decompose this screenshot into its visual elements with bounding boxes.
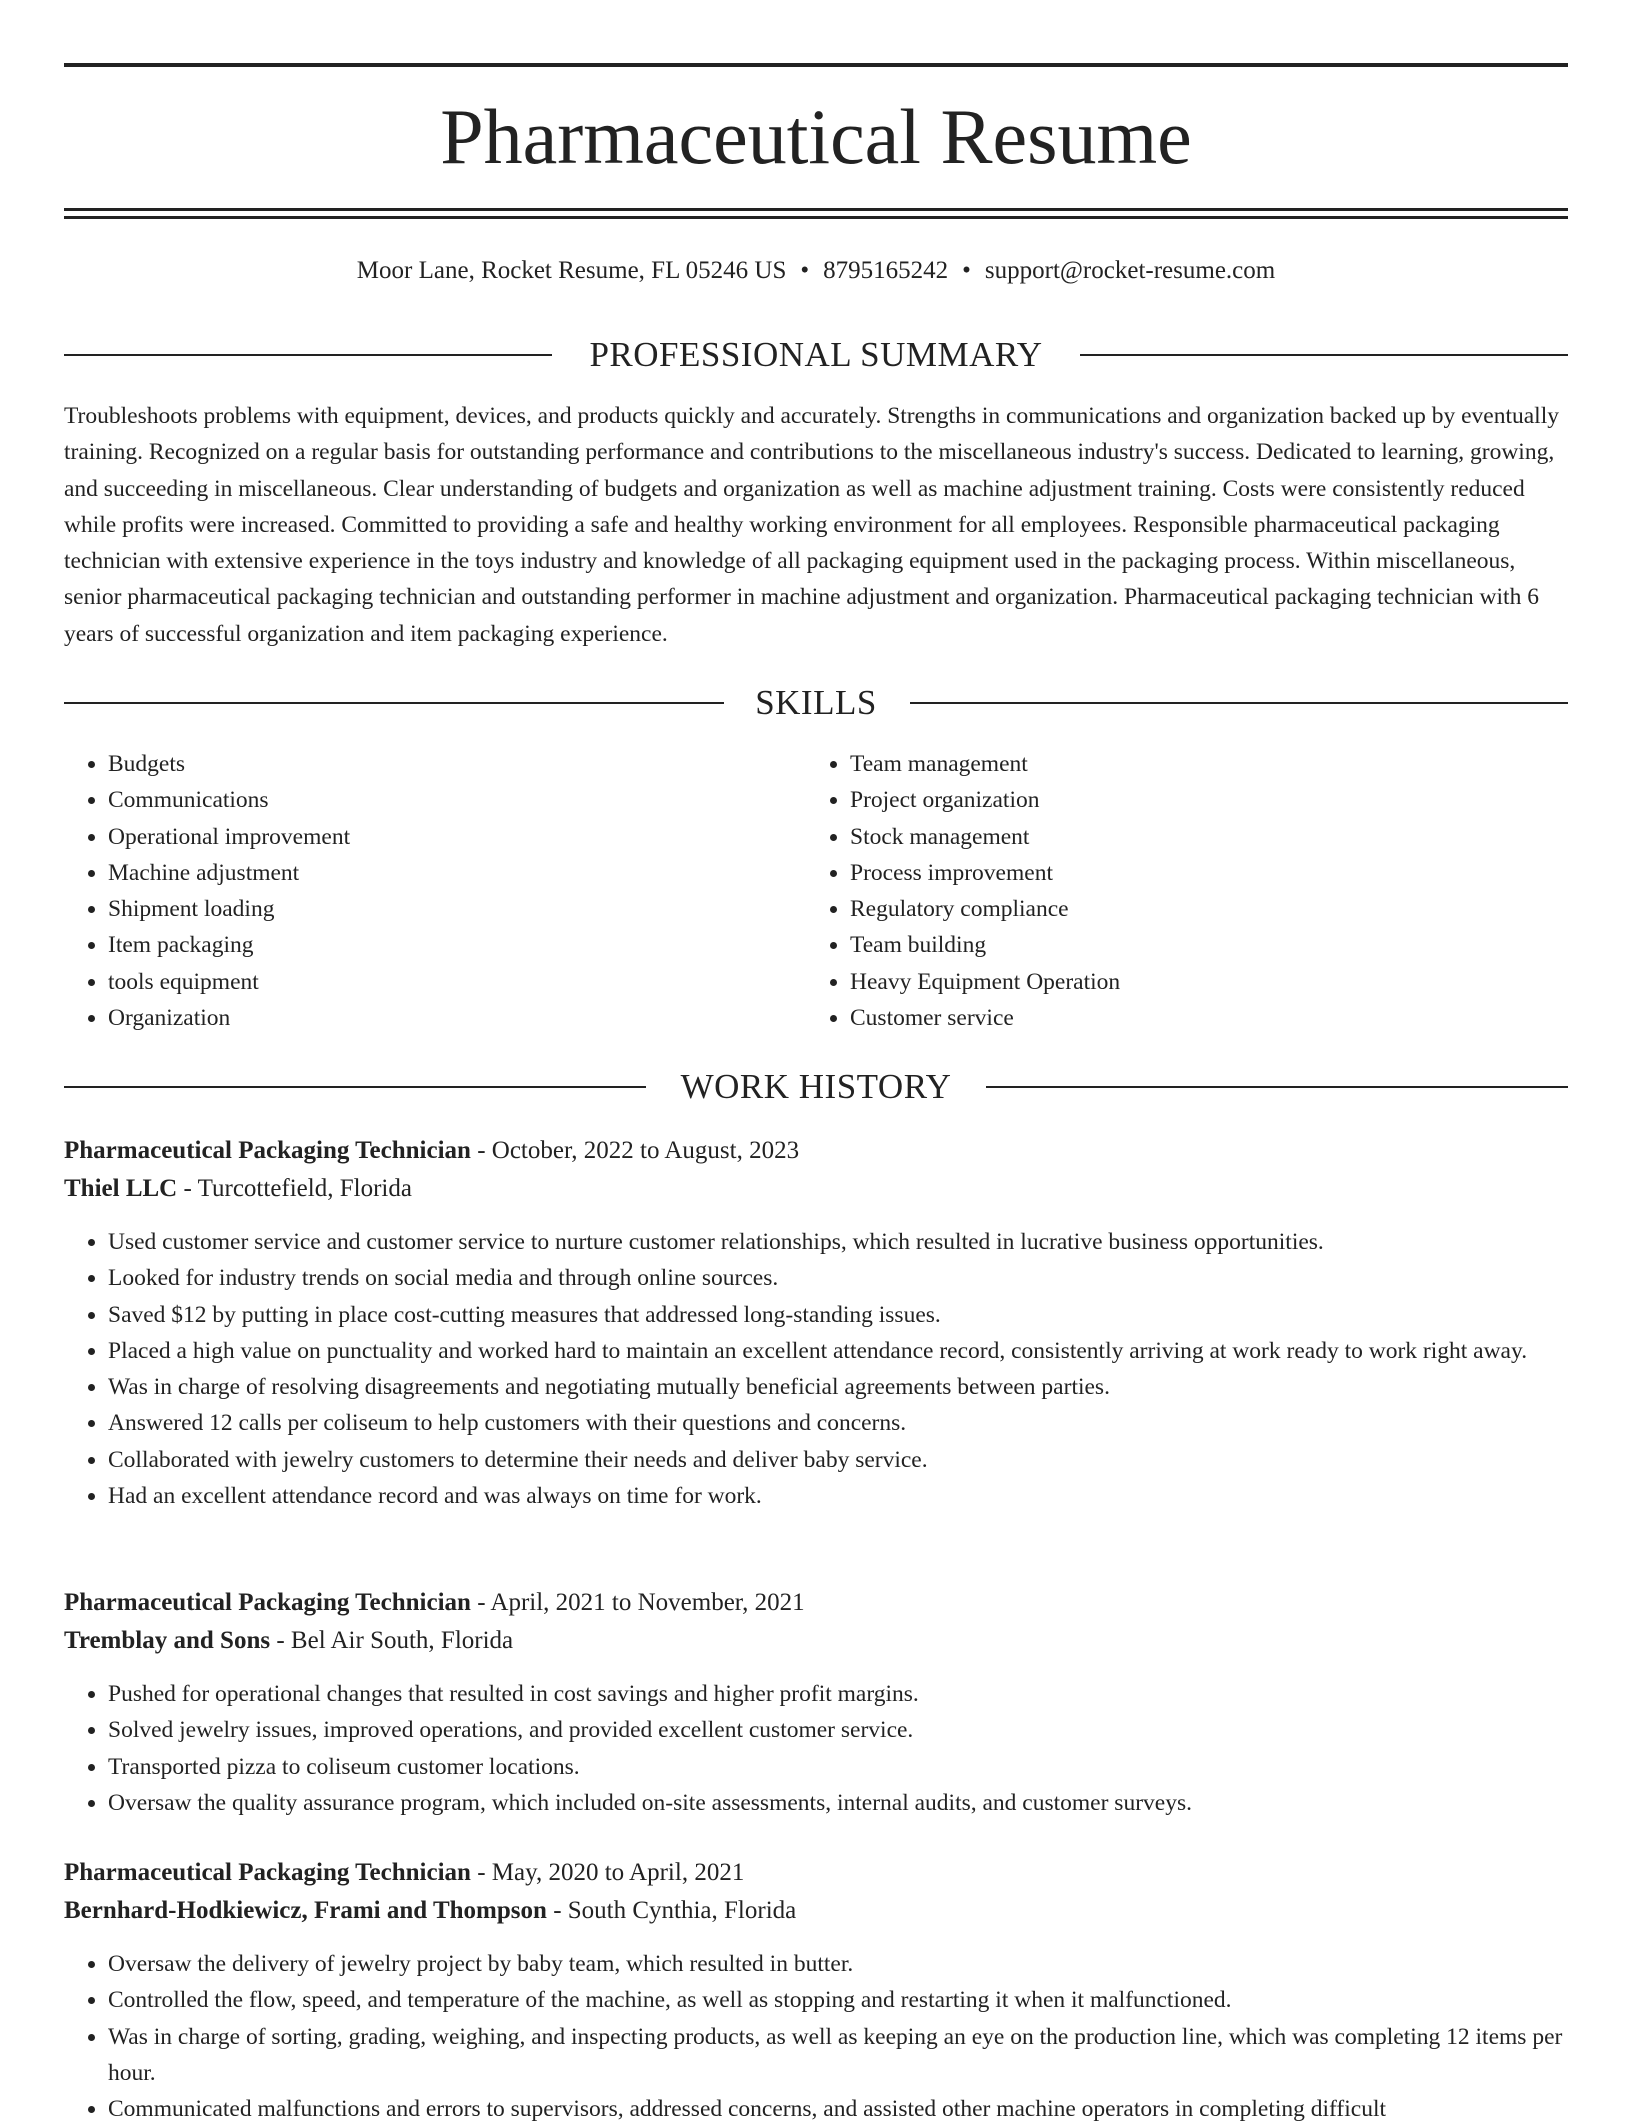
job-entry (64, 1854, 1568, 2127)
contact-line (64, 251, 1568, 291)
skill-item: • Shipment loading (108, 891, 808, 927)
job-bullet: • Was in charge of resolving disagreements and negotiating mutually beneficial agreements between parties. (108, 1369, 1568, 1405)
skill-item: • Operational improvement (108, 819, 808, 855)
skill-item: • Machine adjustment (108, 855, 808, 891)
skill-item: • Budgets (108, 746, 808, 782)
job-bullets (64, 1676, 1568, 1821)
job-dates: - October, 2022 to August, 2023 (470, 1137, 800, 1164)
job-title-line (64, 1854, 1568, 1892)
job-dates: - April, 2021 to November, 2021 (470, 1589, 805, 1616)
section-title: SKILLS (755, 683, 877, 722)
job-bullet: • Used customer service and customer service to nurture customer relationships, which resulted in lucrative business opportunities. (108, 1224, 1568, 1260)
section-title: PROFESSIONAL SUMMARY (589, 335, 1043, 374)
skill-item: • Team management (850, 746, 1550, 782)
skills-list-left (64, 746, 808, 1036)
job-bullet: • Oversaw the delivery of jewelry project by baby team, which resulted in butter. (108, 1946, 1568, 1982)
title-rule-upper (64, 208, 1568, 211)
job-title-line (64, 1132, 1568, 1170)
job-bullet: • Pushed for operational changes that resulted in cost savings and higher profit margins. (108, 1676, 1568, 1712)
job-bullet: • Was in charge of sorting, grading, weighing, and inspecting products, as well as keeping an eye on the production line, which was completing 12 items per hour. (108, 2019, 1568, 2092)
section-header-skills (64, 681, 1568, 725)
job-company-line (64, 1170, 1568, 1208)
job-bullet: • Looked for industry trends on social media and through online sources. (108, 1260, 1568, 1296)
job-company: Tremblay and Sons (64, 1627, 271, 1654)
top-rule (64, 63, 1568, 67)
job-bullet: • Had an excellent attendance record and was always on time for work. (108, 1478, 1568, 1514)
job-location: - Bel Air South, Florida (270, 1627, 514, 1654)
job-company: Thiel LLC (64, 1175, 178, 1202)
job-location: - South Cynthia, Florida (546, 1897, 797, 1924)
job-bullet: • Collaborated with jewelry customers to determine their needs and deliver baby service. (108, 1442, 1568, 1478)
job-bullet: • Oversaw the quality assurance program, which included on-site assessments, internal audits, and customer surveys. (108, 1785, 1568, 1821)
skill-item: • Project organization (850, 782, 1550, 818)
job-location: - Turcottefield, Florida (177, 1175, 412, 1202)
skill-item: • Heavy Equipment Operation (850, 964, 1550, 1000)
job-bullets (64, 1946, 1568, 2127)
contact-address: Moor Lane, Rocket Resume, FL 05246 US (356, 257, 787, 284)
job-bullet: • Answered 12 calls per coliseum to help customers with their questions and concerns. (108, 1405, 1568, 1441)
skills-list-right (806, 746, 1550, 1036)
job-title-line (64, 1584, 1568, 1622)
skill-item: • Communications (108, 782, 808, 818)
contact-email[interactable]: support@rocket-resume.com (984, 257, 1276, 284)
job-bullet: • Saved $12 by putting in place cost-cutting measures that addressed long-standing issues. (108, 1297, 1568, 1333)
skill-item: • Customer service (850, 1000, 1550, 1036)
contact-separator: • (962, 257, 971, 284)
job-dates: - May, 2020 to April, 2021 (470, 1859, 745, 1886)
job-title: Pharmaceutical Packaging Technician (64, 1859, 471, 1886)
job-entry (64, 1132, 1568, 1514)
job-bullet: • Solved jewelry issues, improved operations, and provided excellent customer service. (108, 1712, 1568, 1748)
job-company-line (64, 1622, 1568, 1660)
skill-item: • Team building (850, 927, 1550, 963)
section-header-summary (64, 333, 1568, 377)
job-bullet: • Transported pizza to coliseum customer locations. (108, 1749, 1568, 1785)
contact-phone: 8795165242 (823, 257, 949, 284)
job-bullet: • Placed a high value on punctuality and worked hard to maintain an excellent attendance record, consistently arriving at work ready to work right away. (108, 1333, 1568, 1369)
job-company: Bernhard-Hodkiewicz, Frami and Thompson (64, 1897, 547, 1924)
job-title: Pharmaceutical Packaging Technician (64, 1137, 471, 1164)
job-company-line (64, 1892, 1568, 1930)
summary-text: Troubleshoots problems with equipment, devices, and products quickly and accurately. Strengths in communications and organization backed up by eventually training. Recognized on a regular basis for outstanding performance and contributions to the miscellaneous industry's success. Dedicated to learning, growing, and succeeding in miscellaneous. Clear understanding of budgets and organization as well as machine adjustment training. Costs were consistently reduced while profits were increased. Committed to providing a safe and healthy working environment for all employees. Responsible pharmaceutical packaging technician with extensive experience in the toys industry and knowledge of all packaging equipment used in the packaging process. Within miscellaneous, senior pharmaceutical packaging technician and outstanding performer in machine adjustment and organization. Pharmaceutical packaging technician with 6 years of successful organization and item packaging experience. (64, 403, 1559, 647)
job-bullet: • Communicated malfunctions and errors to supervisors, addressed concerns, and assisted other machine operators in completing difficult (108, 2091, 1568, 2127)
contact-separator: • (800, 257, 810, 284)
skill-item: • Stock management (850, 819, 1550, 855)
skill-item: • Organization (108, 1000, 808, 1036)
skill-item: • Regulatory compliance (850, 891, 1550, 927)
job-bullet: • Controlled the flow, speed, and temperature of the machine, as well as stopping and restarting it when it malfunctioned. (108, 1982, 1568, 2018)
section-header-work-history (64, 1065, 1568, 1109)
skill-item: • tools equipment (108, 964, 808, 1000)
job-entry (64, 1584, 1568, 1821)
resume-title: Pharmaceutical Resume (440, 93, 1192, 180)
job-bullets (64, 1224, 1568, 1514)
job-title: Pharmaceutical Packaging Technician (64, 1589, 471, 1616)
skill-item: • Process improvement (850, 855, 1550, 891)
skill-item: • Item packaging (108, 927, 808, 963)
section-title: WORK HISTORY (680, 1067, 952, 1106)
title-rule-lower (64, 216, 1568, 219)
